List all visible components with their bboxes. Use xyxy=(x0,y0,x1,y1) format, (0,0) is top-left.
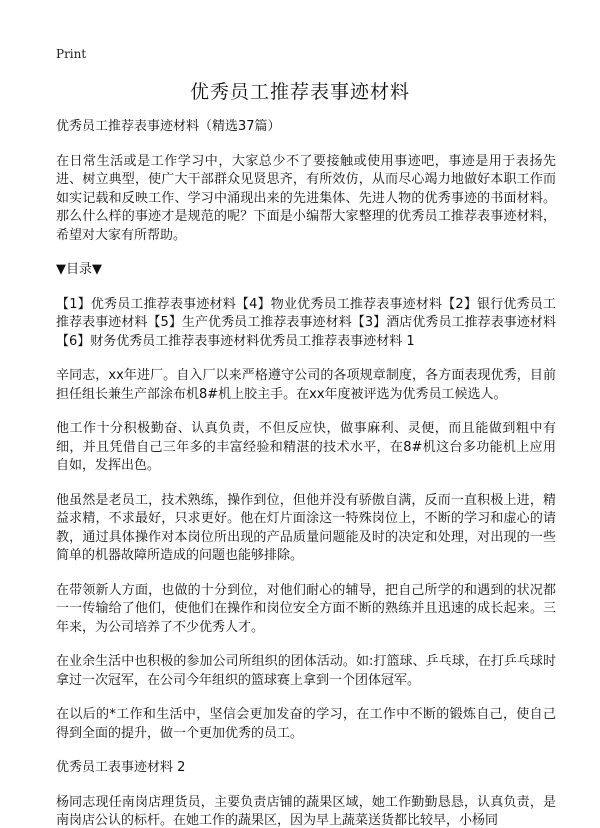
page-title: 优秀员工推荐表事迹材料 xyxy=(189,81,410,103)
body-paragraph: 在业余生活中也积极的参加公司所组织的团体活动。如:打篮球、乒乓球，在打乒乓球时拿过一次冠军，在公司今年组织的篮球赛上拿到一个团体冠军。 xyxy=(56,654,556,688)
body-paragraph: 在以后的*工作和生活中，坚信会更加发奋的学习，在工作中不断的锻炼自己，使自己得到全面的提升，做一个更加优秀的员工。 xyxy=(56,707,556,741)
body-paragraph: 在带领新人方面，也做的十分到位，对他们耐心的辅导，把自己所学的和遇到的状况都一一传输给了他们，使他们在操作和岗位安全方面不断的熟练并且迅速的成长起来。三年来，为公司培养了不少优秀人才。 xyxy=(56,582,556,635)
print-link[interactable]: Print xyxy=(56,47,87,61)
article-subtitle: 优秀员工推荐表事迹材料（精选37篇） xyxy=(56,119,281,134)
body-paragraph: 他虽然是老员工，技术熟练，操作到位，但他并没有骄傲自满，反而一直积极上进，精益求精，不求最好，只求更好。他在灯片面涂这一特殊岗位上，不断的学习和虚心的请教，通过具体操作对本岗位所出现的产品质量问题能及时的决定和处理，对出现的一些简单的机器故障所造成的问题也能够排除。 xyxy=(56,492,556,563)
article-body xyxy=(56,118,556,828)
intro-paragraph: 在日常生活或是工作学习中，大家总少不了要接触或使用事迹吧，事迹是用于表扬先进、树立典型，使广大干部群众见贤思齐，有所效仿，从而尽心竭力地做好本职工作而如实记载和反映工作、学习中涌现出来的先进集体、先进人物的优秀事迹的书面材料。那么什么样的事迹才是规范的呢？下面是小编帮大家整理的优秀员工推荐表事迹材料，希望对大家有所帮助。 xyxy=(56,153,556,243)
toc-toggle[interactable]: ▼目录▼ xyxy=(56,262,102,277)
section-heading: 优秀员工表事迹材料 2 xyxy=(56,760,186,775)
body-paragraph: 辛同志，xx年进厂。自入厂以来严格遵守公司的各项规章制度，各方面表现优秀，目前担任组长兼生产部涂布机8#机上胶主手。在xx年度被评选为优秀员工候选人。 xyxy=(56,368,556,402)
toc-list[interactable]: 【1】优秀员工推荐表事迹材料【4】物业优秀员工推荐表事迹材料【2】银行优秀员工推荐表事迹材料【5】生产优秀员工推荐表事迹材料【3】酒店优秀员工推荐表事迹材料【6】财务优秀员工推荐表事迹材料优秀员工推荐表事迹材料 1 xyxy=(56,296,556,349)
body-paragraph: 杨同志现任南岗店理货员，主要负责店铺的蔬果区域，她工作勤勤恳恳，认真负责，是南岗店公认的标杆。在她工作的蔬果区，因为早上蔬菜送货都比较早，小杨同 xyxy=(56,794,556,828)
body-paragraph: 他工作十分积极勤奋、认真负责，不但反应快，做事麻利、灵便，而且能做到粗中有细，并且凭借自己三年多的丰富经验和精湛的技术水平，在8#机这台多功能机上应用自如，发挥出色。 xyxy=(56,421,556,473)
